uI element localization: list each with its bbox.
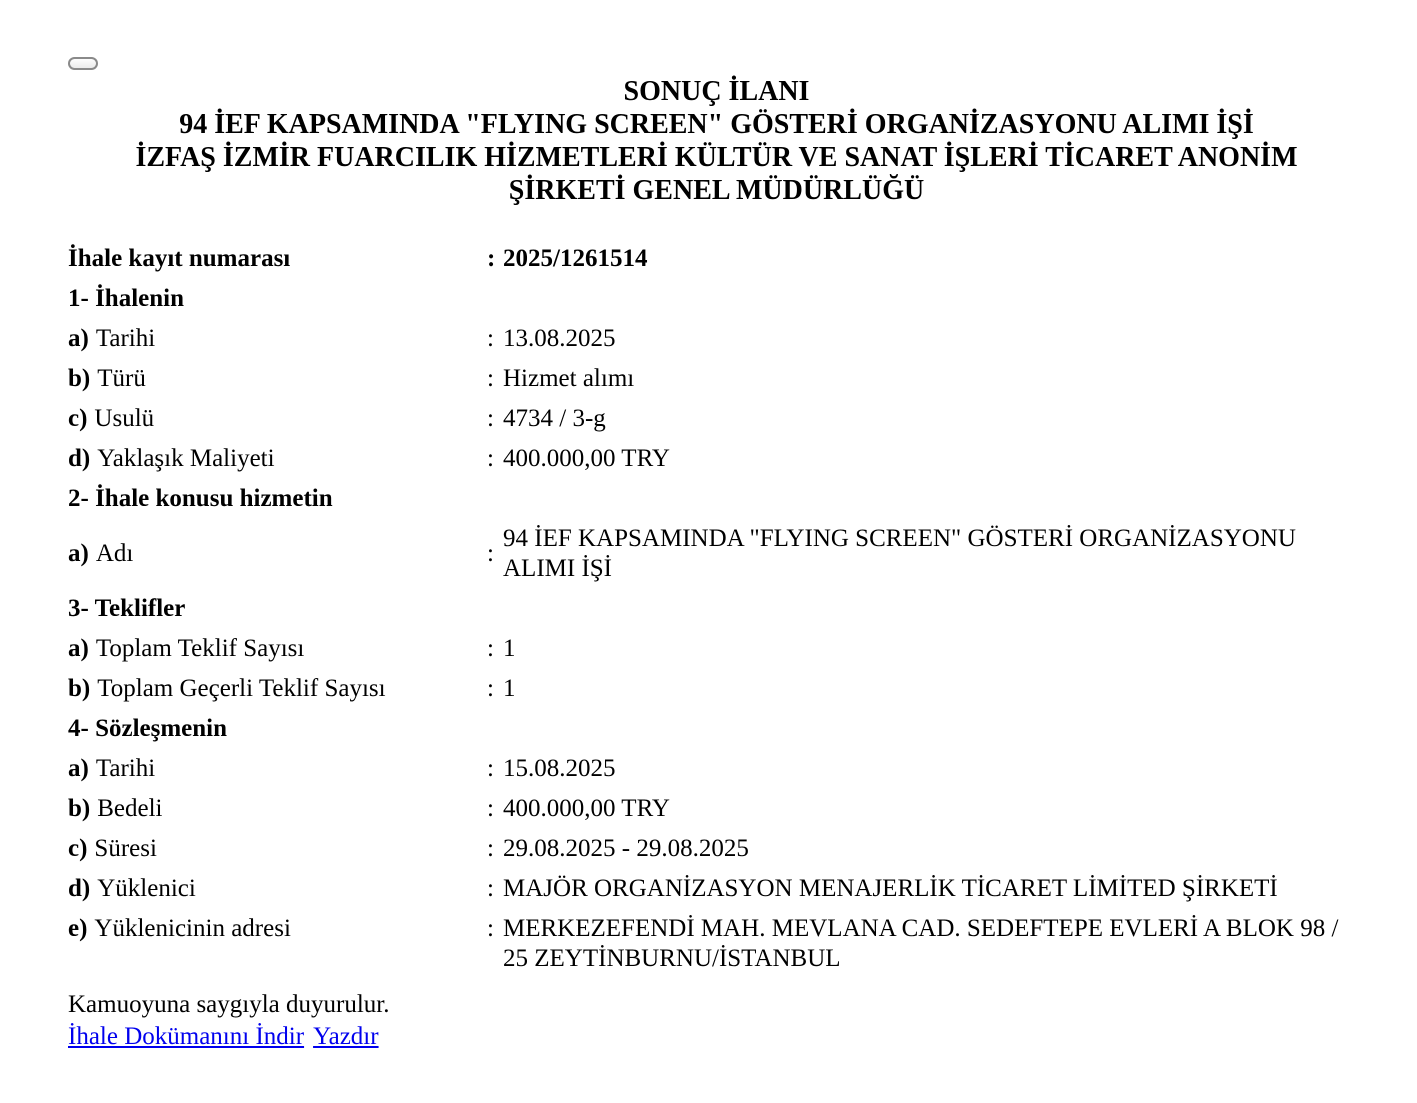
field-label-prefix: c): [68, 405, 88, 432]
field-separator: :: [487, 365, 494, 392]
field-label-prefix: a): [68, 325, 89, 352]
table-row: [68, 789, 1368, 829]
tender-details-table: [68, 239, 1368, 979]
field-separator: :: [487, 405, 494, 432]
field-label: b) Bedeli: [68, 795, 163, 822]
field-label: a) Adı: [68, 540, 134, 567]
field-value: 29.08.2025 - 29.08.2025: [503, 835, 749, 862]
field-label-prefix: a): [68, 755, 89, 782]
field-separator: :: [487, 875, 494, 902]
field-label: e) Yüklenicinin adresi: [68, 915, 291, 942]
field-value: 400.000,00 TRY: [503, 795, 670, 822]
document-title: [68, 75, 1365, 207]
table-row: [68, 829, 1368, 869]
closing-note: Kamuoyuna saygıyla duyurulur.: [68, 991, 390, 1018]
section-row: [68, 589, 1368, 629]
document-content: [68, 0, 1365, 1053]
field-separator: :: [487, 540, 494, 567]
field-separator: :: [487, 245, 496, 272]
section-heading: 3- Teklifler: [68, 595, 186, 622]
table-row: [68, 629, 1368, 669]
field-separator: :: [487, 795, 494, 822]
field-separator: :: [487, 755, 494, 782]
field-value: MERKEZEFENDİ MAH. MEVLANA CAD. SEDEFTEPE EVLERİ A BLOK 98 / 25 ZEYTİNBURNU/İSTANBUL: [503, 915, 1339, 972]
section-row: [68, 279, 1368, 319]
field-label: a) Tarihi: [68, 755, 156, 782]
field-label: c) Usulü: [68, 405, 155, 432]
field-label: d) Yaklaşık Maliyeti: [68, 445, 275, 472]
table-row: [68, 669, 1368, 709]
table-row: [68, 319, 1368, 359]
field-separator: :: [487, 915, 494, 942]
field-separator: :: [487, 445, 494, 472]
field-separator: :: [487, 325, 494, 352]
field-value: 15.08.2025: [503, 755, 616, 782]
field-label-prefix: d): [68, 445, 91, 472]
print-link[interactable]: Yazdır: [313, 1023, 379, 1050]
field-label: a) Tarihi: [68, 325, 156, 352]
table-row: [68, 439, 1368, 479]
footer-links: [68, 1021, 1365, 1053]
field-value: 13.08.2025: [503, 325, 616, 352]
field-label: a) Toplam Teklif Sayısı: [68, 635, 305, 662]
field-value: MAJÖR ORGANİZASYON MENAJERLİK TİCARET LİMİTED ŞİRKETİ: [503, 875, 1278, 902]
field-label-prefix: b): [68, 365, 91, 392]
field-value: 4734 / 3-g: [503, 405, 606, 432]
field-separator: :: [487, 675, 494, 702]
field-value: Hizmet alımı: [503, 365, 635, 392]
field-value: 2025/1261514: [503, 245, 648, 272]
title-line: İZFAŞ İZMİR FUARCILIK HİZMETLERİ KÜLTÜR VE SANAT İŞLERİ TİCARET ANONİM: [135, 142, 1298, 173]
field-label-prefix: d): [68, 875, 91, 902]
title-line: ŞİRKETİ GENEL MÜDÜRLÜĞÜ: [508, 175, 925, 206]
title-line: SONUÇ İLANI: [623, 76, 810, 107]
field-label: İhale kayıt numarası: [68, 245, 291, 272]
field-label: d) Yüklenici: [68, 875, 196, 902]
field-value: 1: [503, 675, 516, 702]
table-row: [68, 749, 1368, 789]
field-value: 400.000,00 TRY: [503, 445, 670, 472]
field-label: c) Süresi: [68, 835, 157, 862]
pill-toggle-button[interactable]: [68, 57, 98, 70]
field-label-prefix: a): [68, 635, 89, 662]
field-label-prefix: e): [68, 915, 88, 942]
field-label-prefix: a): [68, 540, 89, 567]
table-row: [68, 239, 1368, 279]
table-row: [68, 909, 1368, 979]
field-label-prefix: b): [68, 675, 91, 702]
field-separator: :: [487, 835, 494, 862]
field-value: 94 İEF KAPSAMINDA "FLYING SCREEN" GÖSTERİ ORGANİZASYONU ALIMI İŞİ: [503, 525, 1296, 582]
section-heading: 2- İhale konusu hizmetin: [68, 485, 333, 512]
table-row: [68, 519, 1368, 589]
table-row: [68, 359, 1368, 399]
section-row: [68, 709, 1368, 749]
field-separator: :: [487, 635, 494, 662]
document-footer: [68, 989, 1365, 1053]
field-label: b) Türü: [68, 365, 146, 392]
table-row: [68, 399, 1368, 439]
field-label-prefix: b): [68, 795, 91, 822]
field-value: 1: [503, 635, 516, 662]
section-heading: 4- Sözleşmenin: [68, 715, 228, 742]
title-line: 94 İEF KAPSAMINDA "FLYING SCREEN" GÖSTERİ ORGANİZASYONU ALIMI İŞİ: [179, 109, 1254, 140]
section-heading: 1- İhalenin: [68, 285, 185, 312]
download-document-link[interactable]: İhale Dokümanını İndir: [68, 1023, 305, 1050]
section-row: [68, 479, 1368, 519]
table-row: [68, 869, 1368, 909]
field-label-prefix: c): [68, 835, 88, 862]
field-label: b) Toplam Geçerli Teklif Sayısı: [68, 675, 386, 702]
